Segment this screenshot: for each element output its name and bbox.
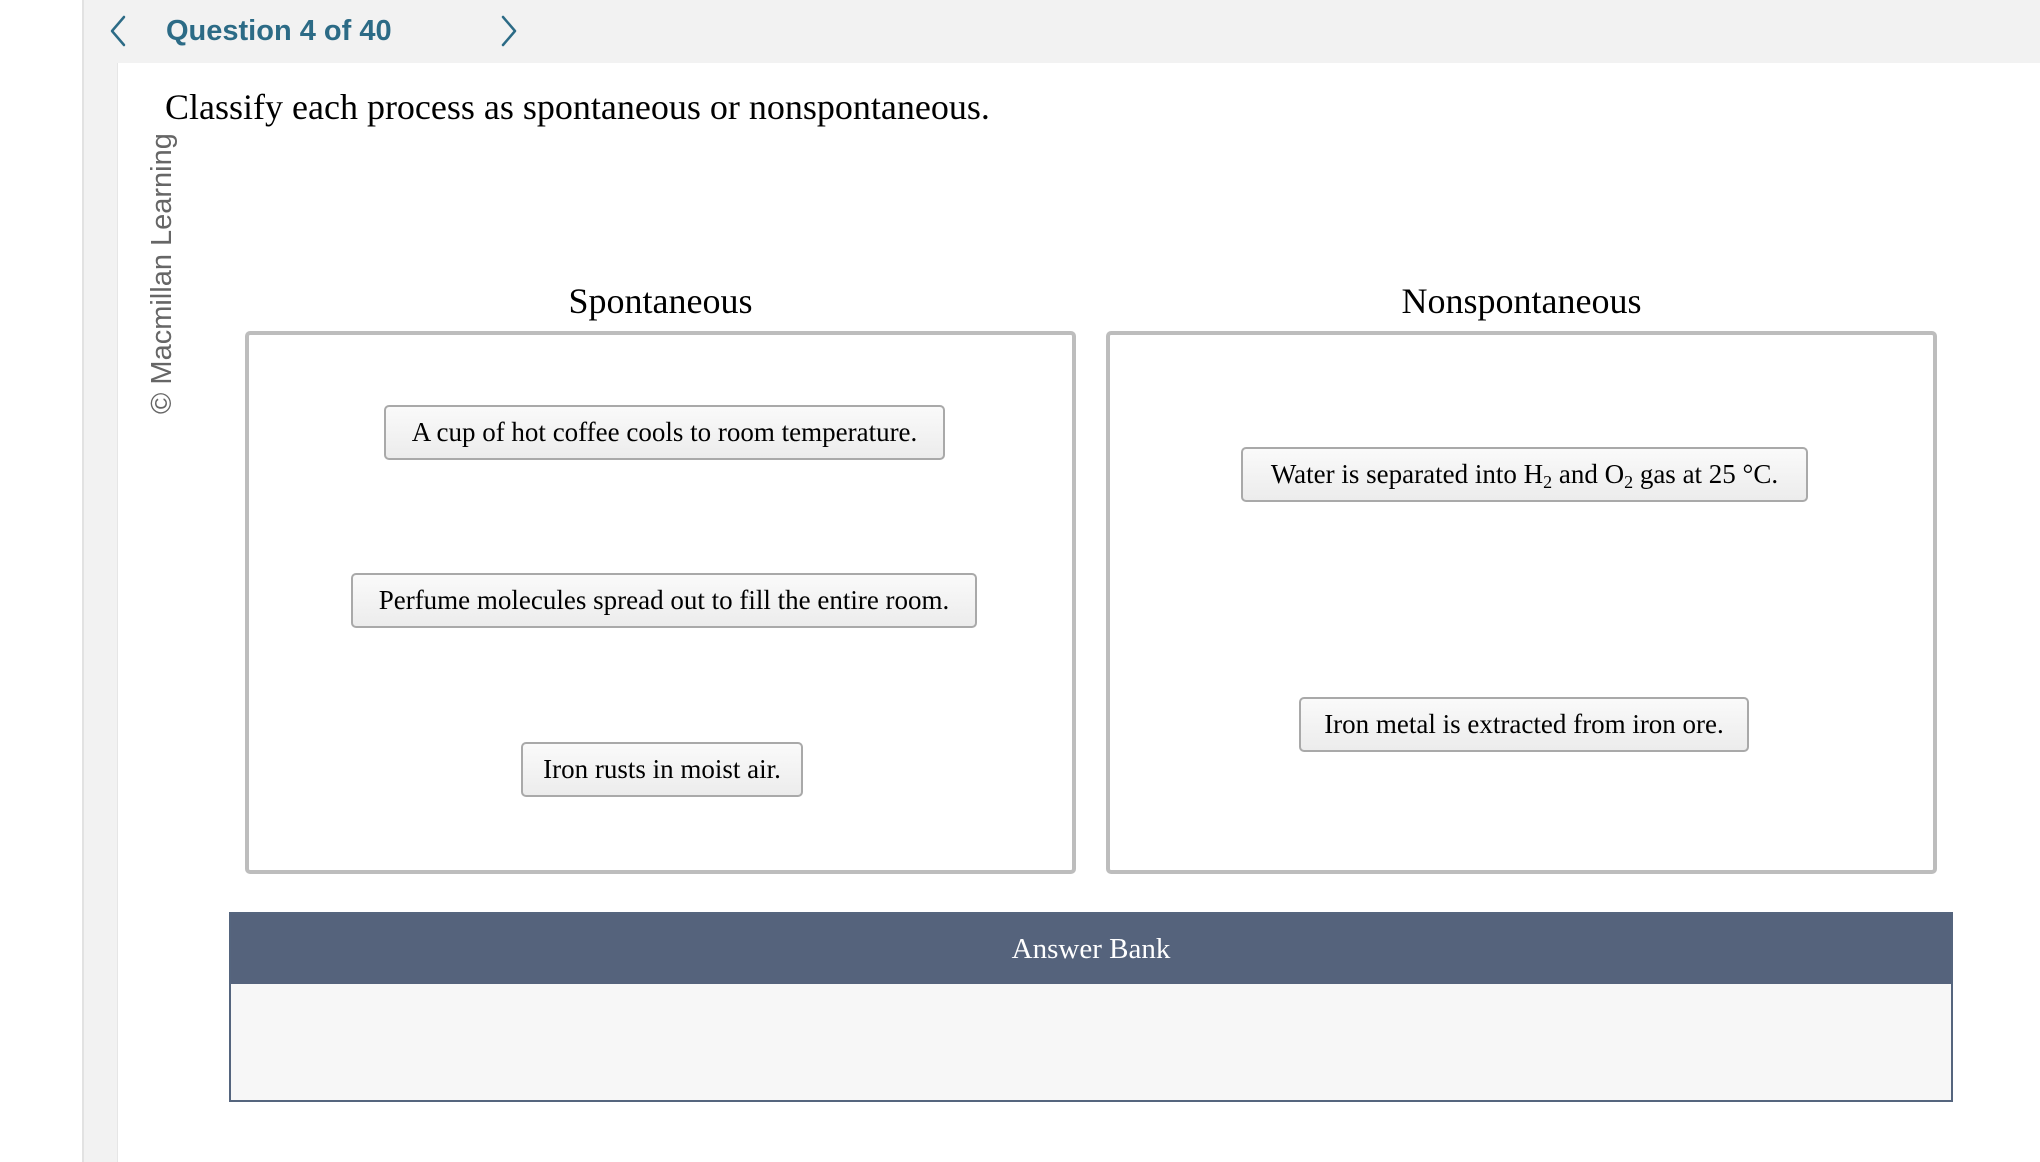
card-text-part: and O <box>1552 459 1625 489</box>
answer-card[interactable]: Perfume molecules spread out to fill the entire room. <box>351 573 977 628</box>
answer-card[interactable] <box>1241 447 1808 502</box>
left-gutter <box>0 0 84 1162</box>
chevron-left-icon <box>108 14 128 48</box>
answer-card[interactable]: Iron metal is extracted from iron ore. <box>1299 697 1749 752</box>
chevron-right-icon <box>499 14 519 48</box>
answer-card[interactable]: Iron rusts in moist air. <box>521 742 803 797</box>
answer-bank-title: Answer Bank <box>231 914 1951 984</box>
nonspontaneous-drop-zone[interactable] <box>1106 331 1937 874</box>
spontaneous-drop-zone[interactable] <box>245 331 1076 874</box>
answer-card[interactable]: A cup of hot coffee cools to room temperature. <box>384 405 945 460</box>
subscript: 2 <box>1543 472 1553 492</box>
next-question-button[interactable] <box>489 10 529 52</box>
subscript: 2 <box>1624 472 1634 492</box>
question-prompt: Classify each process as spontaneous or nonspontaneous. <box>165 87 990 127</box>
answer-bank[interactable] <box>229 912 1953 1102</box>
nonspontaneous-heading: Nonspontaneous <box>1401 281 1642 321</box>
card-text-part: gas at 25 °C. <box>1633 459 1779 489</box>
copyright-notice: © Macmillan Learning <box>146 133 178 414</box>
question-nav-bar <box>84 0 2040 62</box>
previous-question-button[interactable] <box>98 10 138 52</box>
question-counter: Question 4 of 40 <box>166 15 392 47</box>
spontaneous-heading: Spontaneous <box>568 281 753 321</box>
card-text-part: Water is separated into H <box>1270 459 1544 489</box>
